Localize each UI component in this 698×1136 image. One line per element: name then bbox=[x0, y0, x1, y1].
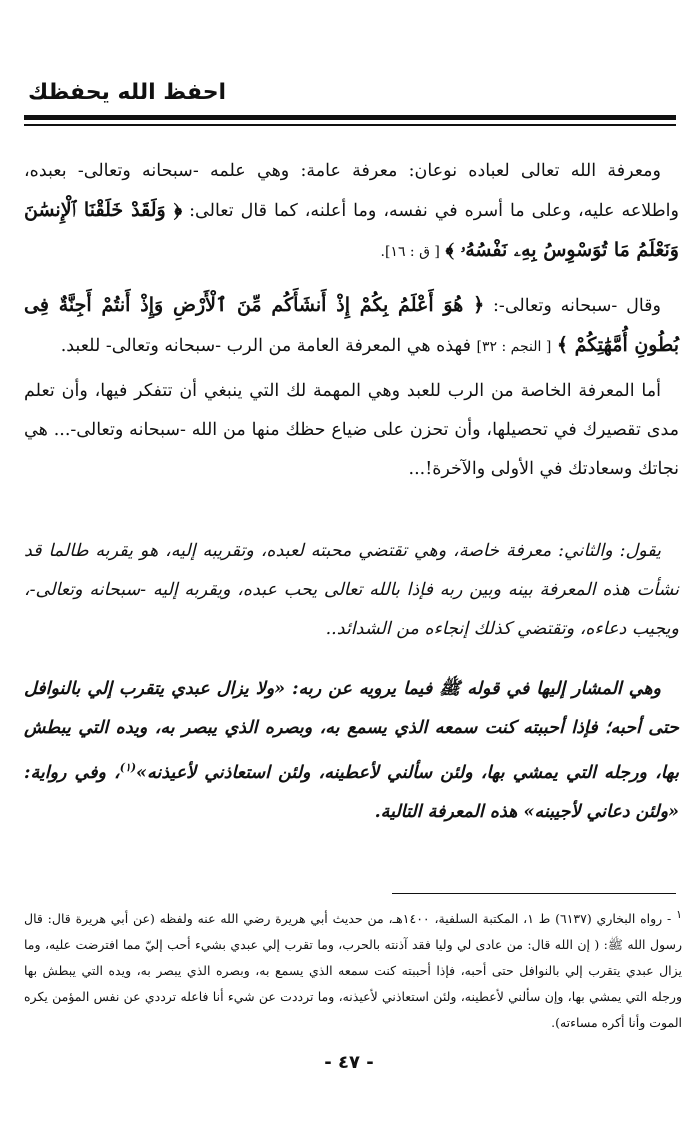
paragraph-quote-second bbox=[24, 532, 679, 649]
footnote bbox=[24, 902, 682, 1036]
quran-verse: ﴿ هُوَ أَعْلَمُ بِكُمْ إِذْ أَنشَأَكُم مِّنَ ٱلْأَرْضِ وَإِذْ أَنتُمْ أَجِنَّةٌ فِى بُطُونِ أُمَّهَٰتِكُمْ ﴾ bbox=[24, 294, 679, 356]
header-rule-thin bbox=[24, 124, 676, 126]
paragraph-text: وقال -سبحانه وتعالى-: bbox=[493, 296, 661, 316]
paragraph-special-knowledge bbox=[24, 372, 679, 489]
paragraph-tail: فهذه هي المعرفة العامة من الرب -سبحانه وتعالى- للعبد. bbox=[60, 336, 471, 356]
header-rule-thick bbox=[24, 115, 676, 120]
footnote-number: ١ bbox=[676, 908, 682, 921]
paragraph-hadith bbox=[24, 670, 679, 832]
footnote-separator bbox=[392, 893, 676, 894]
running-header-title: احفظ الله يحفظك bbox=[28, 80, 227, 105]
paragraph-text: ومعرفة الله تعالى لعباده نوعان: معرفة عامة: وهي علمه -سبحانه وتعالى- بعبده، واطلاعه عليه، وعلى ما أسره في نفسه، وما أعلنه، كما قال تعالى: bbox=[24, 161, 679, 221]
footnote-marker[interactable]: (١) bbox=[119, 761, 137, 774]
paragraph-tail: ، وفي رواية: «ولئن دعاني لأجيبنه» هذه المعرفة التالية. bbox=[24, 762, 679, 822]
verse-reference: [ ق : ١٦]. bbox=[380, 244, 440, 260]
paragraph-text: أما المعرفة الخاصة من الرب للعبد وهي المهمة لك التي ينبغي أن تتفكر فيها، وأن تعلم مدى تقصيرك في تحصيلها، وأن تحزن على ضياع حظك منها من الله -سبحانه وتعالى-... هي نجاتك وسعادتك في الأولى والآخرة!... bbox=[24, 381, 679, 479]
paragraph-general-knowledge bbox=[24, 152, 679, 272]
verse-reference: [ النجم : ٣٢] bbox=[476, 339, 552, 355]
page-number: - ٤٧ - bbox=[324, 1052, 374, 1073]
paragraph-text: يقول: والثاني: معرفة خاصة، وهي تقتضي محبته لعبده، وتقريبه إليه، هو يقربه طالما قد نشأت هذه المعرفة بينه وبين ربه فإذا بالله تعالى يحب عبده، ويقربه إليه -سبحانه وتعالى-، ويجيب دعاءه، وتقتضي كذلك إنجاءه من الشدائد.. bbox=[24, 541, 679, 639]
quran-verse: ﴿ وَلَقَدْ خَلَقْنَا ٱلْإِنسَٰنَ وَنَعْلَمُ مَا تُوَسْوِسُ بِهِۦ نَفْسُهُۥ ﴾ bbox=[24, 199, 679, 261]
footnote-text: - رواه البخاري (٦١٣٧) ط ١، المكتبة السلفية، ١٤٠٠هـ، من حديث أبي هريرة رضي الله عنه ولفظه (عن أبي هريرة قال: قال رسول الله ﷺ: ( إن الله قال: من عادى لي وليا فقد آذنته بالحرب، وما تقرب إلي عبدي بشيء أحب إليّ مما افترضت عليه، وما يزال عبدي يتقرب إلي بالنوافل حتى أحبه، فإذا أحببته كنت سمعه الذي يسمع به، وبصره الذي يبصر به، ويده التي يبطش بها ورجله التي يمشي بها، وإن سألني لأعطينه، ولئن استعاذني لأعيذنه، وما ترددت عن شيء أنا فاعله ترددي عن نفس المؤمن يكره الموت وأنا أكره مساءته). bbox=[24, 911, 682, 1031]
paragraph-text: وهي المشار إليها في قوله ﷺ فيما يرويه عن ربه: «ولا يزال عبدي يتقرب إلي بالنوافل حتى أحبه؛ فإذا أحببته كنت سمعه الذي يسمع به، وبصره الذي يبصر به، ويده التي يبطش بها، ورجله التي يمشي بها، ولئن سألني لأعطينه، ولئن استعاذني لأعيذنه» bbox=[24, 679, 679, 783]
paragraph-second-verse bbox=[24, 286, 679, 367]
